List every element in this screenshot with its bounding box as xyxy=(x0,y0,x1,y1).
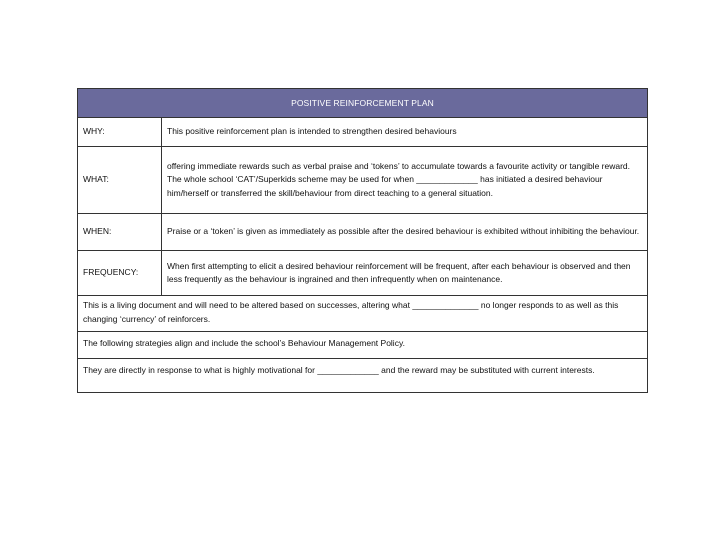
row-label-text: WHEN: xyxy=(83,226,112,237)
row-value-frequency xyxy=(162,251,647,295)
note-strategies: The following strategies align and include the school’s Behaviour Management Policy. xyxy=(78,332,647,359)
row-value-text: When first attempting to elicit a desired behaviour reinforcement will be frequent, after each behaviour is observed and then less frequently as the behaviour is ingrained and then infrequently when on maintenance. xyxy=(167,260,631,284)
row-label-text: WHAT: xyxy=(83,174,109,185)
table-row-what xyxy=(78,147,647,214)
table-row-why xyxy=(78,118,647,147)
row-value-why xyxy=(162,118,647,146)
reinforcement-plan-table xyxy=(77,88,648,393)
plan-title: POSITIVE REINFORCEMENT PLAN xyxy=(78,89,647,118)
row-value-text: offering immediate rewards such as verbal praise and ‘tokens’ to accumulate towards a favourite activity or tangible reward. The whole school ‘CAT’/Superkids scheme may be used for when _____________ has initiated a desired behaviour him/herself or transferred the skill/behaviour from direct teaching to a general situation. xyxy=(167,160,631,198)
row-label-what xyxy=(78,147,162,213)
table-row-frequency xyxy=(78,251,647,296)
row-value-when xyxy=(162,214,647,250)
row-label-text: FREQUENCY: xyxy=(83,267,139,278)
row-label-frequency xyxy=(78,251,162,295)
row-value-what xyxy=(162,147,647,213)
row-value-text: This positive reinforcement plan is intended to strengthen desired behaviours xyxy=(167,126,457,137)
table-row-when xyxy=(78,214,647,251)
note-living-document: This is a living document and will need to be altered based on successes, altering what ______________ no longer responds to as well as this changing ‘currency’ of reinforcers. xyxy=(78,296,647,332)
note-motivation: They are directly in response to what is highly motivational for _____________ and the reward may be substituted with current interests. xyxy=(83,365,595,375)
row-label-when xyxy=(78,214,162,250)
row-value-text: Praise or a ‘token’ is given as immediately as possible after the desired behaviour is exhibited without inhibiting the behaviour. xyxy=(167,226,640,237)
row-label-text: WHY: xyxy=(83,126,105,137)
row-label-why xyxy=(78,118,162,146)
